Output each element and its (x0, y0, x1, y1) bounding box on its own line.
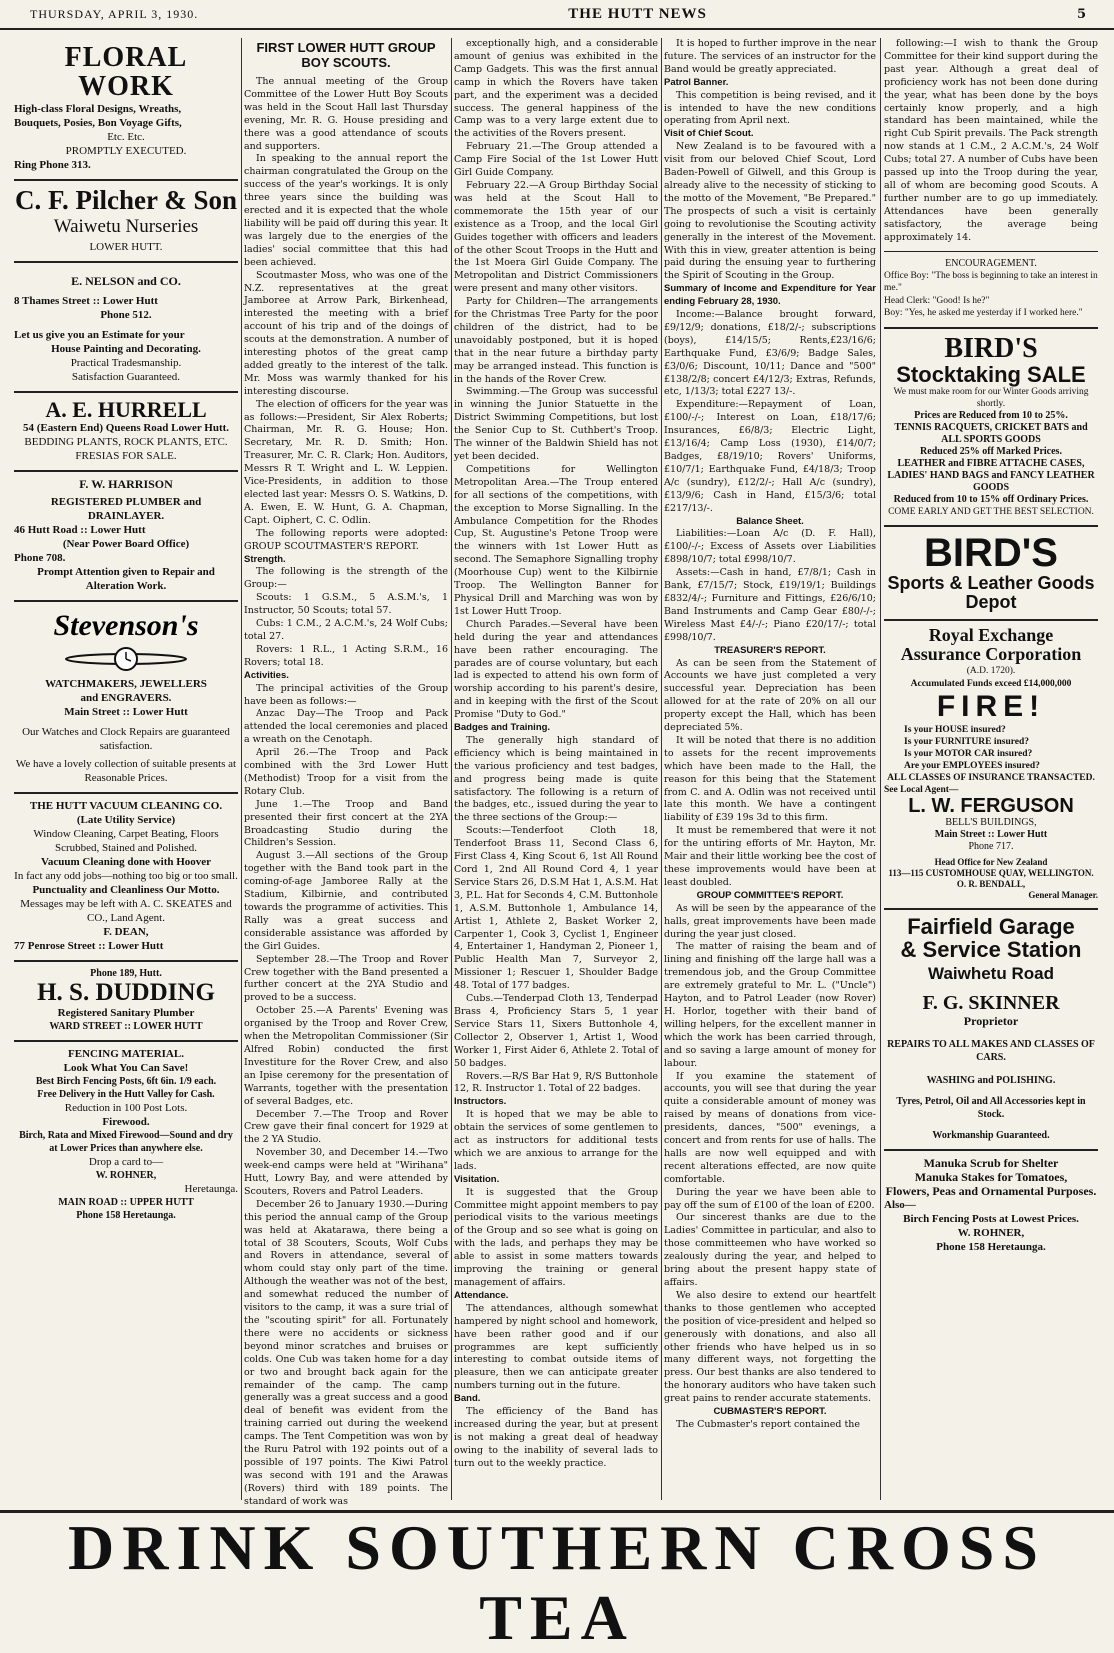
ad-text: Heretaunga. (184, 1183, 238, 1196)
section-subheading: Summary of Income and Expenditure for Year ending February 28, 1930. (664, 283, 876, 308)
article-paragraph: The efficiency of the Band has increased during the year, but at present is not making a great deal of headway owing to the inability of several lads to turn out to the weekly practice. (454, 1406, 658, 1469)
fencing-material-ad (14, 1042, 238, 1229)
article-paragraph: New Zealand is to be favoured with a visit from our beloved Chief Scout, Lord Baden-Powell of Gilwell, and this Group is already alive to the necessity of sticking to the motto of the Movement, "Be Prepared." The prospects of such a visit is certainly going to revolutionise the Scouting activity generally in the interest of the Movement. With this in view, greater attention is being paid during the ensuing year to furthering the Spirit of Scouting in the Group. (664, 141, 876, 282)
ad-text: Punctuality and Cleanliness Our Motto. (32, 884, 220, 897)
article-paragraph: Cubs.—Tenderpad Cloth 13, Tenderpad Brass 4, Proficiency Stars 5, 1 year Service Stars 11, Sixers Buttonhole 4, Collector 2, Observer 1, Artist 1, Wood Worker 1, First Aider 6, Athlete 2. Total of 50 badges. (454, 993, 658, 1069)
ad-title: A. E. HURRELL (45, 397, 207, 423)
section-subheading: CUBMASTER'S REPORT. (713, 1406, 827, 1418)
ad-text: Phone 717. (968, 840, 1014, 852)
ad-title: Assurance Corporation (900, 643, 1082, 664)
article-paragraph: September 28.—The Troop and Rover Crew together with the Band presented a further concert at the 2YA Studio and proved to be a success. (244, 953, 448, 1004)
ad-text: (A.D. 1720). (966, 665, 1016, 676)
joke-text: Boy: "Yes, he asked me yesterday if I worked here." (884, 308, 1083, 318)
ad-subtitle: Waiwhetu Road (928, 963, 1054, 983)
ad-text: Flowers, Peas and Ornamental Purposes. (885, 1183, 1097, 1198)
ad-text: W. ROHNER, (957, 1226, 1025, 1239)
ad-text: 113—115 CUSTOMHOUSE QUAY, WELLINGTON. (888, 867, 1094, 878)
ad-text: Phone 512. (100, 309, 152, 322)
ad-text: Prices are Reduced from 10 to 25%. (914, 409, 1068, 421)
floral-work-ad (14, 38, 238, 181)
article-paragraph: It is hoped to further improve in the near future. The services of an instructor for the Band would be greatly appreciated. (664, 38, 876, 75)
ad-text: We must make room for our Winter Goods arriving shortly. (893, 386, 1089, 409)
ad-text: Window Cleaning, Carpet Beating, Floors Scrubbed, Stained and Polished. (33, 828, 219, 855)
ad-text: Our Watches and Clock Repairs are guaranteed satisfaction. (22, 726, 230, 753)
ad-text: 54 (Eastern End) Queens Road Lower Hutt. (22, 422, 230, 435)
fire-headline: FIRE! (936, 689, 1046, 723)
ad-column-left (14, 38, 238, 1500)
section-subheading: Patrol Banner. (664, 76, 729, 88)
ad-text: 77 Penrose Street :: Lower Hutt (14, 940, 164, 953)
ad-text: Free Delivery in the Hutt Valley for Cash. (37, 1089, 215, 1101)
article-paragraph: February 21.—The Group attended a Camp Fire Social of the 1st Lower Hutt Girl Guide Company. (454, 141, 658, 179)
ad-text: Tyres, Petrol, Oil and All Accessories kept in Stock. (896, 1095, 1086, 1120)
ad-text: Birch Fencing Posts at Lowest Prices. (903, 1212, 1079, 1225)
article-body (244, 76, 448, 1509)
ad-title: H. S. DUDDING (37, 979, 215, 1007)
ad-text: See Local Agent— (884, 784, 959, 795)
ad-text: In fact any odd jobs—nothing too big or too small. (14, 870, 238, 883)
article-paragraph: The Cubmaster's report contained the (676, 1418, 861, 1430)
article-paragraph: following:—I wish to thank the Group Committee for their kind support during the past year. Although a great deal of proficiency work has not been done during the year, what has been done by the boys certainly know properly, and a high standard has been maintained, while the right Cub Spirit prevails. The Pack strength now stands at 1 C.M., 2 A.C.M.'s, 24 Wolf Cubs; total 27. A number of Cubs have been passed up into the Troop during the year, all of whom are becoming good Scouts. A further number are to go up immediately. Attendances have been generally satisfactory, the average being approximately 14. (884, 38, 1098, 243)
article-paragraph: Anzac Day—The Troop and Pack attended the local ceremonies and placed a wreath on the Cenotaph. (244, 708, 448, 746)
section-subheading: Visit of Chief Scout. (664, 128, 754, 140)
ad-text: LOWER HUTT. (89, 241, 163, 254)
ad-subtitle: Depot (965, 591, 1017, 612)
ad-title: FENCING MATERIAL. (68, 1048, 184, 1061)
ad-text: We have a lovely collection of suitable presents at Reasonable Prices. (15, 758, 237, 785)
birds-sale-ad (884, 329, 1098, 527)
article-paragraph: The attendances, although somewhat hampered by night school and homework, have been rather good and if our programmes are kept sufficiently interesting to combat outside items of pleasure, then we can anticipate greater numbers turning out in the future. (454, 1302, 658, 1392)
section-subheading: Visitation. (454, 1173, 500, 1185)
ad-text: Drop a card to— (88, 1156, 164, 1169)
proprietor-name: F. G. SKINNER (922, 991, 1060, 1014)
ad-text: FRESIAS FOR SALE. (75, 450, 177, 463)
ad-title: WATCHMAKERS, JEWELLERS (45, 678, 207, 691)
ad-text: Best Birch Fencing Posts, 6ft 6in. 1/9 each. (35, 1076, 217, 1088)
ad-text: Accumulated Funds exceed £14,000,000 (910, 678, 1072, 689)
article-paragraph: We also desire to extend our heartfelt thanks to those gentlemen who accepted the position of vice-president and helped so generously with donations, and also all other friends who have helped us in so many different ways, not forgetting the press. Our best thanks are also tendered to the honorary auditors who have taken such great pains to render accurate statements. (664, 1289, 876, 1405)
ad-text: Practical Tradesmanship. (70, 357, 182, 370)
section-subheading: Balance Sheet. (736, 515, 804, 527)
article-paragraph: As can be seen from the Statement of Accounts we have just completed a very successful year. Depreciation has been allowed for at the rate of 20% on all our property except the Hall, which has been depreciated 5%. (664, 657, 876, 734)
ad-text: Registered Sanitary Plumber (57, 1007, 195, 1020)
article-paragraph: December 7.—The Troop and Rover Crew gave their final concert for 1929 at the 2 YA Studio. (244, 1108, 448, 1146)
ad-text: Let us give you an Estimate for your (14, 329, 185, 342)
ad-text: WARD STREET :: LOWER HUTT (49, 1021, 203, 1033)
ad-text: WASHING and POLISHING. (926, 1074, 1056, 1086)
column-rule (880, 38, 881, 1500)
section-subheading: GROUP COMMITTEE'S REPORT. (696, 889, 844, 901)
section-subheading: Activities. (244, 669, 289, 681)
article-paragraph: February 22.—A Group Birthday Social was held at the Scout Hall to commemorate the 15th year of our existence as a Troop, and the local Girl Guides together with officers and leaders of the other Scout Troops in the Hutt and the 1st Moera Girl Guide Company. The Metropolitan and District Commissioners were present and many other visitors. (454, 179, 658, 295)
column-rule (241, 38, 242, 1500)
article-paragraph: It will be noted that there is no addition to assets for the recent improvements which have been made to the Hall, the reason for this being that the Statement from C. and A. Odlin was not received until late this month. We have a contingent liability of £39 19s 3d to this firm. (664, 734, 876, 824)
ad-text: and ENGRAVERS. (80, 692, 172, 705)
article-headline: FIRST LOWER HUTT GROUP BOY SCOUTS. (256, 40, 436, 70)
ad-title: C. F. Pilcher & Son (14, 184, 237, 215)
ad-text: Is your MOTOR CAR insured? (904, 748, 1033, 759)
article-paragraph: The generally high standard of efficiency which is being maintained in the various proficiency and test badges, and progress being made is quite satisfactory. The following is a return of the badges, etc., issued during the year to the three sections of the Group:— (454, 734, 658, 824)
ad-text: (Late Utility Service) (76, 814, 176, 827)
ad-text: Phone 189, Hutt. (90, 968, 162, 980)
ad-title: & Service Station (900, 936, 1082, 962)
stevensons-ad (14, 602, 238, 794)
article-paragraph: The matter of raising the beam and of lining and finishing off the large hall was a tremendous job, and the Group Committee are extremely grateful to Mr. L. ("Uncle") Hayton, and to Patrol Leader (now Rover) H. Horlor, together with their band of willing helpers, for the excellent manner in which the work has been carried through, and so saving a large amount of money for labour. (664, 941, 876, 1069)
section-subheading: Badges and Training. (454, 722, 551, 734)
harrison-ad (14, 472, 238, 602)
ad-text: BEDDING PLANTS, ROCK PLANTS, ETC. (24, 436, 228, 449)
ad-text: Look What You Can Save! (63, 1062, 189, 1075)
article-paragraph: Liabilities:—Loan A/c (D. F. Hall), £100/-/-; Excess of Assets over Liabilities £898/10/7; total £998/10/7. (664, 528, 876, 566)
ad-title: E. NELSON and CO. (71, 274, 181, 289)
ad-text: LEATHER and FIBRE ATTACHE CASES, LADIES' HAND BAGS and FANCY LEATHER GOODS (887, 457, 1095, 493)
ad-text: Reduction in 100 Post Lots. (64, 1102, 188, 1115)
ad-text: BELL'S BUILDINGS, (945, 816, 1037, 828)
ad-text: REPAIRS TO ALL MAKES AND CLASSES OF CARS. (887, 1038, 1095, 1063)
article-paragraph: Scoutmaster Moss, who was one of the N.Z. representatives at the great Jamboree at Arrow Park, Birkenhead, interested the meeting with a brief account of his trip and of the doings of scouts at the demonstration. A number of interesting photos of the great camp added greatly to the interest of the talk. Mr. Moss was warmly thanked for his interesting discourse. (244, 269, 448, 397)
newspaper-title: THE HUTT NEWS (568, 5, 707, 22)
ad-text: ALL CLASSES OF INSURANCE TRANSACTED. (887, 772, 1095, 783)
ad-text: (Near Power Board Office) (62, 538, 190, 551)
encouragement-joke (884, 251, 1098, 329)
ad-title: Royal Exchange (928, 624, 1054, 645)
ad-column-right (884, 38, 1098, 1500)
article-paragraph: November 30, and December 14.—Two week-end camps were held at "Wirihana" Hutt, Lowry Bay, and were attended by Scouters, Rovers and Patrol Leaders. (244, 1147, 448, 1197)
ad-text: Bouquets, Posies, Bon Voyage Gifts, (14, 116, 182, 129)
ad-subtitle: Waiwetu Nurseries (53, 216, 199, 238)
article-paragraph: If you examine the statement of accounts, you will see that during the year quite a considerable amount of money was raised by means of donations from vice-presidents, dances, "500" evenings, a concert and from rents for use of halls. The halls are now well equipped and with recent alterations effected, are now quite comfortable. (664, 1070, 876, 1185)
ad-text: 46 Hutt Road :: Lower Hutt (14, 524, 146, 537)
article-paragraph: It is hoped that we may be able to obtain the services of some gentlemen to act as instructors for additional tests which we are anxious to arrange for the lads. (454, 1109, 658, 1172)
ad-text: REGISTERED PLUMBER and DRAINLAYER. (50, 496, 202, 523)
section-subheading: Strength. (244, 553, 286, 565)
joke-text: Office Boy: "The boss is beginning to take an interest in me." (884, 270, 1098, 293)
ad-text: Prompt Attention given to Repair and Alteration Work. (37, 566, 215, 593)
ad-text: House Painting and Decorating. (51, 343, 201, 356)
nelson-ad (14, 263, 238, 393)
article-paragraph: December 26 to January 1930.—During this period the annual camp of the Group was held at Akatarawa, there being a total of 38 Scouters, Scouts, Wolf Cubs and Rovers in attendance, several of whom could stay only part of the time. Although the weather was not of the best, and somewhat reduced the number of visitors to the camp, it was a sure trial of the "scouting spirit" for all. Fortunately there were no accidents or sickness beyond minor scratches and bruises or colds. One Cub was taken home for a day or two and brought back again for the remainder of the camp. The camp generally was a great success and a good deal of benefit was evident from the training carried out during the weekend camps. The Tent Competition was won by the Ruru Patrol with 192 points out of a possible of 197 points. The Kiwi Patrol was second with 191 and the Arawas (Rovers) third with 189 points. The standard of work was (244, 1198, 448, 1507)
article-paragraph: Income:—Balance brought forward, £9/12/9; donations, £18/2/-; subscriptions (boys), £14/15/5; Rents,£23/16/6; Earthquake Fund, £3/6/9; Badge Sales, £3/0/6; Discount, 10/11; Dance and "500" £138/2/8; concert £4/12/3; Extras, Refunds, etc, 1/13/3; total £227 13/-. (664, 309, 876, 398)
ad-text: General Manager. (1028, 889, 1098, 900)
pilcher-ad (14, 181, 238, 263)
ad-text: 8 Thames Street :: Lower Hutt (14, 295, 158, 308)
ad-title: FLORAL WORK (64, 42, 188, 103)
article-paragraph: The principal activities of the Group have been as follows:— (244, 682, 448, 707)
ad-text: Phone 158 Heretaunga. (76, 1210, 176, 1222)
ad-text: Satisfaction Guaranteed. (71, 371, 181, 384)
stevensons-logo-text: Stevenson's (53, 609, 199, 643)
article-column-3 (664, 38, 876, 1500)
section-subheading: TREASURER'S REPORT. (714, 644, 826, 656)
ad-text: Proprietor (963, 1013, 1019, 1028)
article-paragraph: The following reports were adopted: GROUP SCOUTMASTER'S REPORT. (244, 527, 448, 552)
ad-title: THE HUTT VACUUM CLEANING CO. (29, 800, 223, 813)
ad-text: Is your FURNITURE insured? (904, 736, 1030, 747)
stevensons-logo-watch-icon (26, 607, 226, 677)
article-paragraph: It must be remembered that were it not for the untiring efforts of Mr. Hayton, Mr. Mair and their little working bee the cost of these improvements would have been at least doubled. (664, 825, 876, 888)
ad-text: Workmanship Guaranteed. (932, 1129, 1050, 1141)
article-paragraph: Competitions for Wellington Metropolitan Area.—The Troup entered for all sections of the competitions, with the exception to Morse Signalling. In the Ambulance Competition for the Rhodes Cup, St. Augustine's Petone Troop were the winners with 1st Lower Hutt as second. The Semaphore Signalling trophy (Moorhouse Cup) went to the Kilbirnie Troop. The Wellington Banner for Physical Drill and Marching was won by 1st Lower Hutt Troop. (454, 463, 658, 617)
hurrell-ad (14, 393, 238, 472)
ad-text: W. ROHNER, (95, 1170, 157, 1182)
southern-cross-tea-banner: DRINK SOUTHERN CROSS TEA (0, 1510, 1114, 1583)
ad-subtitle: Sports & Leather Goods (887, 572, 1095, 593)
ad-text: Firewood. (102, 1116, 150, 1129)
article-paragraph: August 3.—All sections of the Group together with the Band took part in the coming-of-age Jamboree Rally at the Stadium, Kilbirnie, and contributed towards the programme of activities. This Rally was a great success and considerable assistance was afforded by the Girl Guides. (244, 850, 448, 952)
ad-text: Etc. Etc. (107, 130, 145, 143)
article-paragraph: In speaking to the annual report the chairman congratulated the Group on the success of the year's workings. It is only three years since the building was erected and it is expected that the whole liability will be paid off during this year. It was largely due to the energies of the ladies' social committee that this had been achieved. (244, 153, 448, 268)
ad-text: Manuka Stakes for Tomatoes, (914, 1169, 1068, 1184)
ad-text: MAIN ROAD :: UPPER HUTT (58, 1197, 194, 1209)
article-paragraph: Expenditure:—Repayment of Loan, £100/-/-; Interest on Loan, £18/17/6; Insurances, £6/8/3; Electric Light, £13/16/4; Camp Loss (1930), £14/0/7; Badges, £8/19/10; Rovers' Uniforms, £10/7/1; Earthquake Fund, £4/18/3; Troop A/c (sundry), £12/2/-; Hall A/c (sundry), £13/9/6; Cash in Hand, £15/3/6; total £217/13/-. (664, 399, 876, 514)
dudding-ad (14, 962, 238, 1042)
article-column-1 (244, 38, 448, 1507)
article-body (454, 38, 658, 1471)
ad-text: O. R. BENDALL, (956, 878, 1026, 889)
ad-title: BIRD'S (944, 332, 1038, 364)
article-paragraph: Our sincerest thanks are due to the Ladies' Committee in particular, and also to those committeemen who have worked so zealously during the year, and helped to bring about the present happy state of affairs. (664, 1212, 876, 1288)
article-paragraph: exceptionally high, and a considerable amount of genius was exhibited in the Camp Gadgets. This was the first annual camp in which the Rovers have taken part, and the experiment was a decided success. The general happiness of the Camp was to a very large extent due to the activities of the Rovers present. (454, 38, 658, 140)
article-paragraph: During the year we have been able to pay off the sum of £100 of the loan of £200. (664, 1186, 876, 1211)
ad-text: Main Street :: Lower Hutt (64, 706, 188, 719)
masthead (0, 0, 1114, 30)
article-paragraph: Rovers: 1 R.L., 1 Acting S.R.M., 16 Rovers; total 18. (244, 643, 448, 668)
ad-text: Vacuum Cleaning done with Hoover (40, 856, 212, 869)
article-paragraph: Scouts:—Tenderfoot Cloth 18, Tenderfoot Brass 11, Second Class 6, First Class 4, King Scout 6, 1st All Round Cord 1, 2nd All Round Cord 4, 1 year Service Stars 26, D.S.M Hat 1, A.S.M. Hat 3, P.L. Hat for Seconds 4, C.M. Buttonhole 1, A.S.M. Buttonhole 1, Ambulance 14, Artist 1, Athlete 2, Basket Worker 2, Carpenter 1, Cook 3, Cyclist 1, Engineer 4, Entertainer 1, Handyman 2, Pioneer 1, Public Health Man 7, Surveyor 2, Missioner 1; Rescuer 1, Shoulder Badge 48. Total of 177 badges. (454, 825, 658, 992)
column-rule (451, 38, 452, 1500)
section-subheading: Attendance. (454, 1289, 509, 1301)
article-paragraph: This competition is being revised, and it is intended to have the new conditions operating from April next. (664, 89, 876, 127)
joke-title: ENCOURAGEMENT. (945, 257, 1037, 269)
ad-title: F. W. HARRISON (79, 477, 173, 492)
ad-text: COME EARLY AND GET THE BEST SELECTION. (888, 506, 1094, 517)
article-paragraph: October 25.—A Parents' Evening was organised by the Troop and Rover Crew, when the Metropolitan Commissioner (Sir Alfred Robin) conducted the first Investiture for the Rover Crew, and also an Ipise ceremony for the presentation of Warrants, together with the presentation of several Badges, etc. (244, 1005, 448, 1107)
article-body (664, 38, 876, 1432)
ad-text: Ring Phone 313. (14, 158, 91, 171)
ad-text: PROMPTLY EXECUTED. (65, 144, 187, 157)
column-rule (661, 38, 662, 1500)
article-paragraph: As will be seen by the appearance of the halls, great improvements have been made during the year just closed. (664, 902, 876, 940)
ad-text: Are your EMPLOYEES insured? (904, 760, 1040, 771)
issue-date: THURSDAY, APRIL 3, 1930. (30, 6, 199, 21)
ad-title: BIRD'S (924, 530, 1058, 575)
page-number: 5 (1076, 6, 1086, 22)
ad-text: Main Street :: Lower Hutt (934, 828, 1048, 840)
joke-text: Head Clerk: "Good! Is he?" (884, 295, 990, 306)
article-paragraph: Church Parades.—Several have been held during the year and attendances have been rather encouraging. The parades are of course voluntary, but each lad is expected to attend his own form of worship according to his parent's desire, and in keeping with the first of the Scout Promise "Duty to God." (454, 618, 658, 721)
article-paragraph: Assets:—Cash in hand, £7/8/1; Cash in Bank, £7/15/7; Stock, £19/19/1; Buildings £832/4/-; Furniture and Fittings, £26/6/10; Band Instruments and Camp Gear £80/-/-; Wireless Mast £4/-/-; Piano £20/17/-; total £998/10/7. (664, 567, 876, 643)
ad-text: Is your HOUSE insured? (904, 724, 1006, 735)
article-paragraph: Scouts: 1 G.S.M., 5 A.S.M.'s, 1 Instructor, 50 Scouts; total 57. (244, 592, 448, 617)
fairfield-garage-ad (884, 910, 1098, 1151)
article-paragraph: Cubs: 1 C.M., 2 A.C.M.'s, 24 Wolf Cubs; total 27. (244, 618, 448, 642)
article-paragraph: Party for Children—The arrangements for the Christmas Tree Party for the poor children of the district, had to be unavoidably postponed, but it is hoped that in the near future a birthday party may be arranged instead. This function is in the hands of the Rover Crew. (454, 296, 658, 385)
ad-text: High-class Floral Designs, Wreaths, (14, 102, 182, 115)
ad-title: Fairfield Garage (907, 913, 1075, 939)
ad-text: Birch, Rata and Mixed Firewood—Sound and dry at Lower Prices than anywhere else. (19, 1130, 233, 1155)
ad-text: Phone 708. (14, 552, 66, 565)
article-paragraph: It is suggested that the Group Committee might appoint members to pay periodical visits to the various meetings of the Group and so see what is going on with the lads, and perhaps they may be able to assist in some matters towards improving the training or general management of affairs. (454, 1186, 659, 1288)
section-subheading: Band. (454, 1393, 481, 1405)
article-column-2 (454, 38, 658, 1500)
birds-depot-ad (884, 527, 1098, 621)
article-paragraph: April 26.—The Troop and Pack combined with the 3rd Lower Hutt (Methodist) Troop for a visit from the Rotary Club. (244, 747, 448, 797)
article-paragraph: Swimming.—The Group was successful in winning the Junior Statuette in the District Swimming Competitions, but lost the Senior Cup to St. Cuthbert's Troop. The winner of the Baldwin Shield has not yet been decided. (454, 386, 658, 462)
article-paragraph: The election of officers for the year was as follows:—President, Sir Alex Roberts; Chairman, Mr. R. G. House; Hon. Secretary, Mr. R. D. Smith; Hon. Treasurer, Mr. C. R. Clark; Hon. Auditors, Messrs R T. Wright and L. W. Leppien. Vice-Presidents, in addition to those elected last year: Messrs O. S. Watkins, D. A. Ewen, E. W. Hunt, G. A. Chapman, Capt. Oiphert, C. C. Odlin. (244, 398, 448, 526)
article-body (884, 38, 1098, 245)
ad-subtitle: Stocktaking SALE (896, 361, 1086, 387)
article-paragraph: June 1.—The Troop and Band presented their first concert at the 2YA Broadcasting Studio during the Children's Session. (244, 798, 448, 849)
vacuum-cleaning-ad (14, 794, 238, 962)
ad-text: Reduced from 10 to 15% off Ordinary Prices. (893, 493, 1089, 505)
ad-text: Also— (884, 1198, 916, 1211)
article-paragraph: The annual meeting of the Group Committee of the Lower Hutt Boy Scouts was held in the Scout Hall last Thursday evening, Mr. R. G. House presiding and there was a good attendance of scouts and supporters. (244, 76, 448, 152)
ad-text: Reduced 25% off Marked Prices. (920, 445, 1062, 457)
ad-title: Manuka Scrub for Shelter (923, 1155, 1059, 1170)
ad-text: Messages may be left with A. C. SKEATES and CO., Land Agent. (20, 898, 232, 925)
agent-name: L. W. FERGUSON (908, 794, 1074, 817)
royal-exchange-ad (884, 621, 1098, 910)
article-paragraph: The following is the strength of the Group:— (244, 566, 448, 591)
section-subheading: Instructors. (454, 1096, 507, 1108)
ad-text: F. DEAN, (103, 926, 149, 939)
manuka-ad (884, 1151, 1098, 1261)
ad-text: TENNIS RACQUETS, CRICKET BATS and ALL SPORTS GOODS (894, 421, 1088, 445)
ad-text: Phone 158 Heretaunga. (936, 1240, 1046, 1253)
ad-text: Head Office for New Zealand (934, 856, 1048, 867)
article-paragraph: Rovers.—R/S Bar Hat 9, R/S Buttonhole 12, R. Instructor 1. Total of 22 badges. (454, 1070, 658, 1095)
